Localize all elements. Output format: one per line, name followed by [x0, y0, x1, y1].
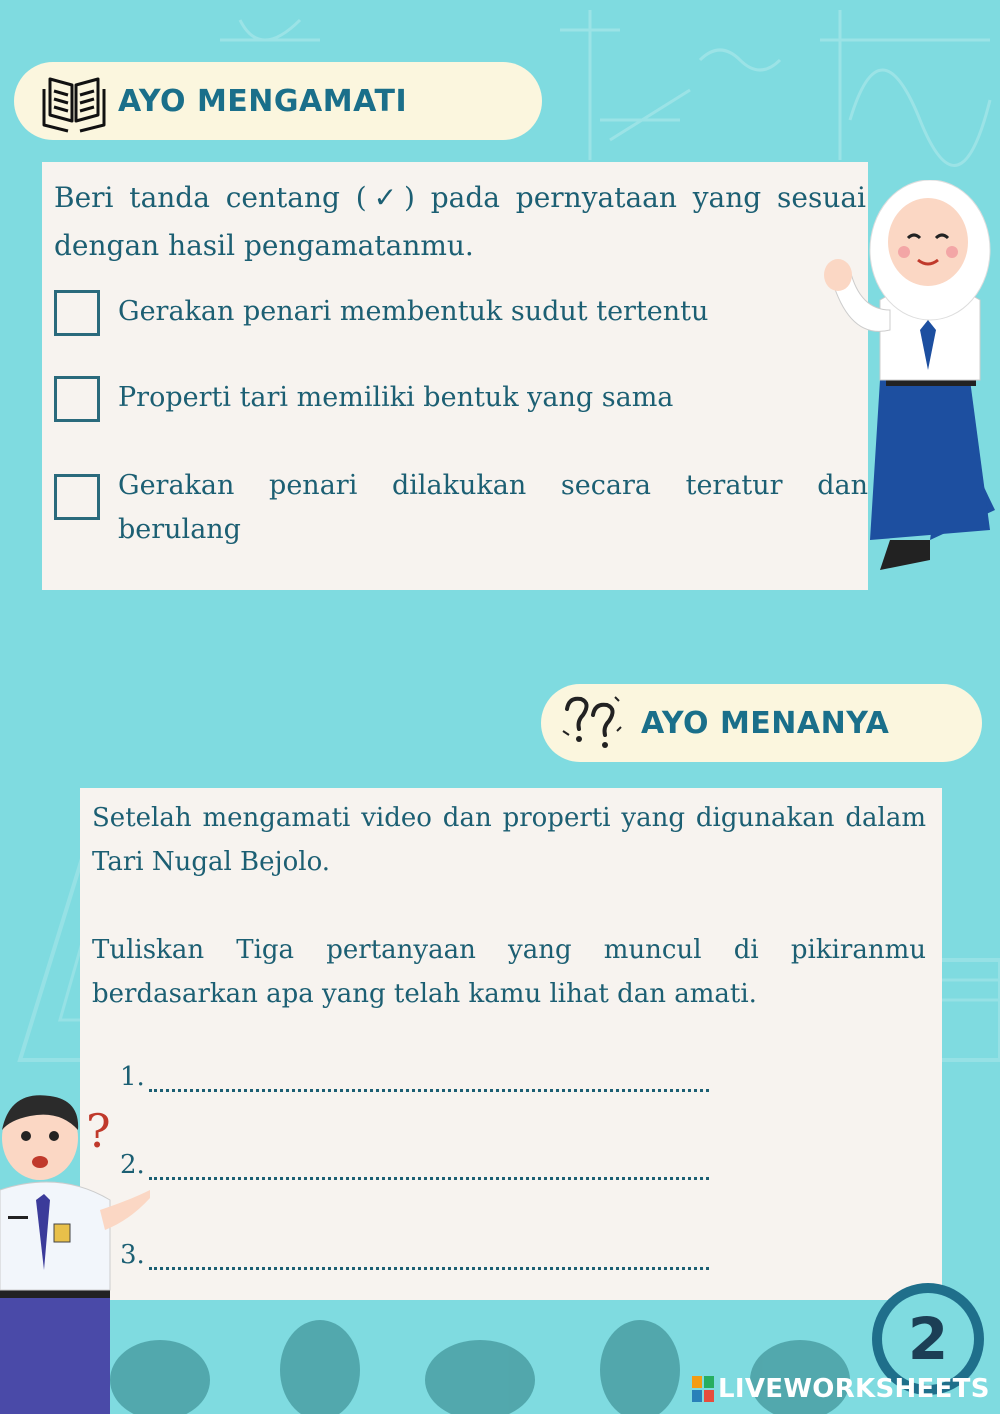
answer-line-1: [120, 1062, 709, 1092]
observe-instruction: Beri tanda centang (✓) pada pernyataan yang sesuai dengan hasil pengamatanmu.: [54, 181, 866, 262]
option-text-1: Gerakan penari membentuk sudut tertentu: [118, 296, 709, 327]
student-boy-illustration: [0, 1090, 160, 1414]
question-marks-icon: [559, 691, 623, 755]
observe-title: AYO MENGAMATI: [118, 83, 408, 119]
answer-field-1[interactable]: [149, 1065, 709, 1092]
observe-header: [14, 62, 542, 140]
answer-line-3: [120, 1240, 709, 1270]
liveworksheets-brand: [692, 1374, 990, 1404]
brand-text: LIVEWORKSHEETS: [718, 1374, 990, 1404]
answer-number-3: 3.: [120, 1240, 145, 1270]
answer-field-2[interactable]: [149, 1153, 709, 1180]
answer-field-3[interactable]: [149, 1243, 709, 1270]
answer-number-2: 2.: [120, 1150, 145, 1180]
option-text-3: Gerakan penari dilakukan secara teratur dan berulang: [118, 470, 868, 545]
answer-line-2: [120, 1150, 709, 1180]
page-number: 2: [882, 1293, 974, 1385]
ask-paragraph-1: Setelah mengamati video dan properti yang digunakan dalam Tari Nugal Bejolo.: [92, 803, 926, 877]
ask-paragraph-2: Tuliskan Tiga pertanyaan yang muncul di pikiranmu berdasarkan apa yang telah kamu lihat dan amati.: [92, 935, 926, 1009]
student-girl-illustration: [820, 180, 1000, 580]
option-text-2: Properti tari memiliki bentuk yang sama: [118, 382, 674, 413]
option-row-2: [54, 376, 868, 422]
ask-card: [80, 788, 942, 1300]
option-row-1: [54, 290, 868, 336]
option-checkbox-2[interactable]: [54, 376, 100, 422]
ask-title: AYO MENANYA: [641, 705, 890, 741]
question-mark-icon: ?: [86, 1104, 111, 1158]
answer-number-1: 1.: [120, 1062, 145, 1092]
option-checkbox-3[interactable]: [54, 474, 100, 520]
liveworksheets-logo-icon: [692, 1376, 714, 1402]
ask-header: [541, 684, 982, 762]
reading-book-icon: [40, 69, 108, 133]
option-checkbox-1[interactable]: [54, 290, 100, 336]
option-row-3: [54, 464, 868, 552]
observe-card: [42, 162, 868, 590]
